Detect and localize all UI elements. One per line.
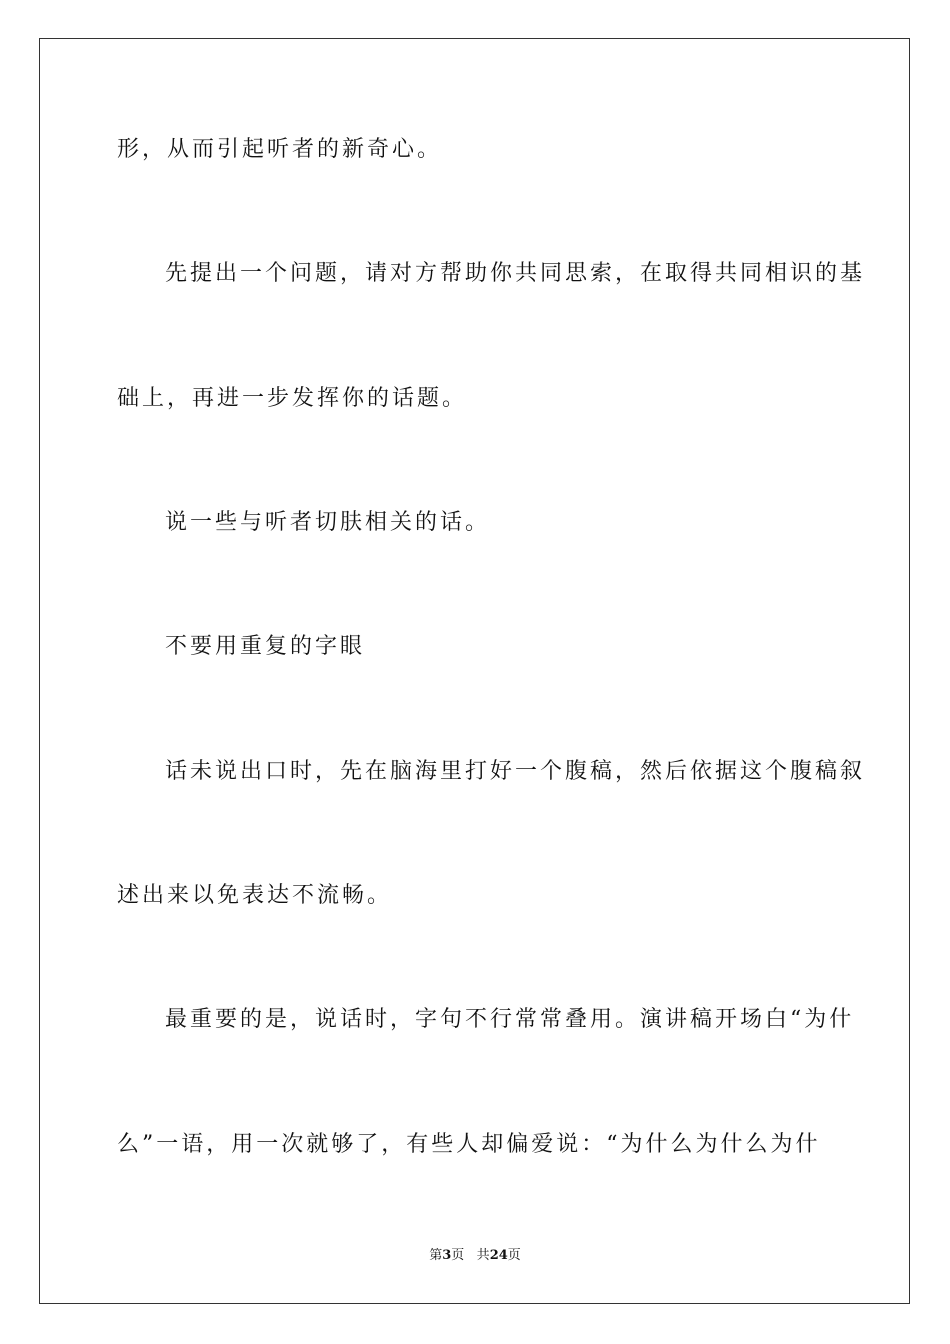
page-number: 3 [442,1248,452,1263]
page-border [39,38,910,1304]
text-line: 么”一语，用一次就够了，有些人却偏爱说：“为什么为什么为什 [117,1132,821,1157]
text-line: 话未说出口时，先在脑海里打好一个腹稿，然后依据这个腹稿叙 [165,759,866,784]
text-line: 不要用重复的字眼 [165,634,366,659]
total-pages: 24 [489,1248,508,1263]
total-prefix: 共 [476,1248,490,1263]
text-line: 形，从而引起听者的新奇心。 [117,137,443,162]
page-suffix: 页 [451,1248,465,1263]
text-line: 础上，再进一步发挥你的话题。 [117,386,468,411]
text-line: 说一些与听者切肤相关的话。 [165,510,491,535]
text-line: 述出来以免表达不流畅。 [117,883,393,908]
page-footer [0,1246,950,1266]
page-prefix: 第 [429,1248,443,1263]
total-suffix: 页 [507,1248,521,1263]
text-line: 最重要的是，说话时，字句不行常常叠用。演讲稿开场白“为什 [165,1007,855,1032]
text-line: 先提出一个问题，请对方帮助你共同思索，在取得共同相识的基 [165,261,866,286]
